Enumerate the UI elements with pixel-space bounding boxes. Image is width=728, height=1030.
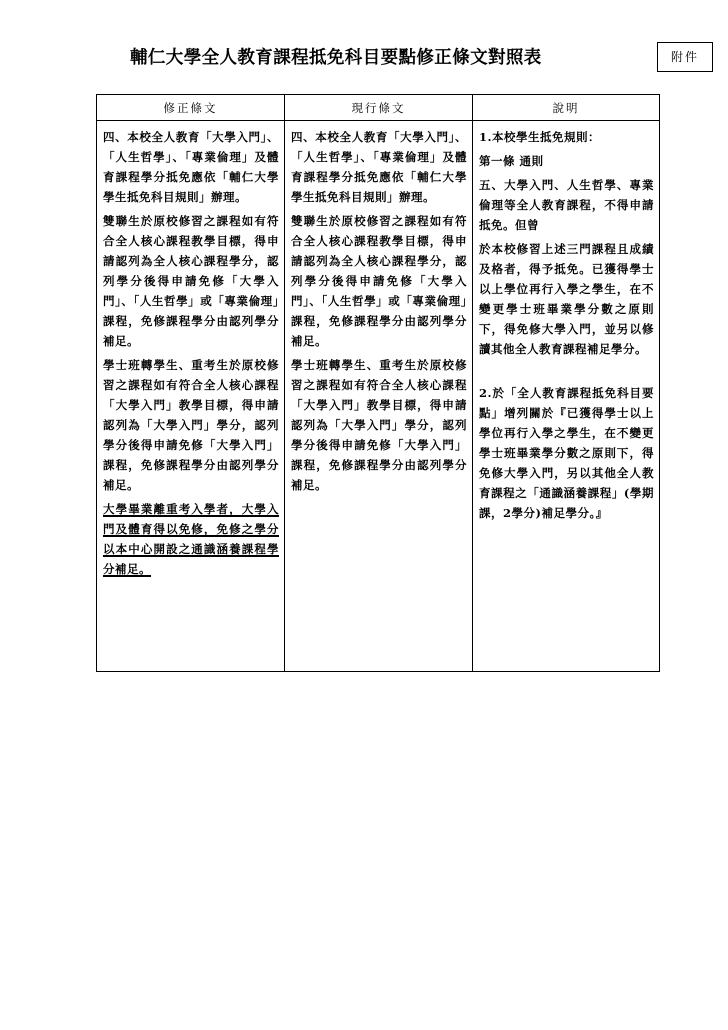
current-paragraph-1: 四、本校全人教育「大學入門」、「人生哲學」、「專業倫理」及體育課程學分抵免應依「輔仁大學學生抵免科目規則」辦理。: [291, 130, 467, 204]
comparison-table: [96, 94, 660, 672]
document-title: 輔仁大學全人教育課程抵免科目要點修正條文對照表: [130, 48, 542, 68]
current-paragraph-3: 學士班轉學生、重考生於原校修習之課程如有符合全人核心課程「大學入門」教學目標，得申請認列為「大學入門」學分，認列學分後得申請免修「大學入門」課程，免修課程學分由認列學分補足。: [291, 358, 467, 492]
note-paragraph-4: 於本校修習上述三門課程且成績及格者，得予抵免。已獲得學士以上學位再行入學之學生，在不變更學士班畢業學分數之原則下，得免修大學入門，並另以修讀其他全人教育課程補足學分。: [479, 242, 654, 356]
attachment-label: 附件: [657, 42, 713, 72]
amended-new-paragraph: 大學畢業離重考入學者，大學入門及體育得以免修，免修之學分以本中心開設之通識涵養課程學分補足。: [103, 502, 279, 576]
current-paragraph-2: 雙聯生於原校修習之課程如有符合全人核心課程教學目標，得申請認列為全人核心課程學分，認列學分後得申請免修「大學入門」、「人生哲學」或「專業倫理」課程，免修課程學分由認列學分補足。: [291, 214, 467, 348]
note-paragraph-3: 五、大學入門、人生哲學、專業倫理等全人教育課程，不得申請抵免。但曾: [479, 178, 654, 232]
note-paragraph-5: 2.於「全人教育課程抵免科目要點」增列關於『已獲得學士以上學位再行入學之學生，在不變更學士班畢業學分數之原則下，得免修大學入門，另以其他全人教育課程之「通識涵養課程」(學期課，2學分)補足學分。』: [479, 386, 654, 520]
note-paragraph-2: 第一條 通則: [479, 154, 544, 168]
note-paragraph-1: 1.本校學生抵免規則：: [479, 130, 601, 144]
header-current: 現行條文: [285, 95, 473, 121]
amended-paragraph-3: 學士班轉學生、重考生於原校修習之課程如有符合全人核心課程「大學入門」教學目標，得申請認列為「大學入門」學分，認列學分後得申請免修「大學入門」課程，免修課程學分由認列學分補足。: [103, 358, 279, 492]
current-cell: [285, 121, 473, 672]
table-row: [97, 121, 660, 672]
note-cell: [473, 121, 660, 672]
amended-paragraph-1: 四、本校全人教育「大學入門」、「人生哲學」、「專業倫理」及體育課程學分抵免應依「輔仁大學學生抵免科目規則」辦理。: [103, 130, 279, 204]
table-header-row: [97, 95, 660, 121]
header-note: 說明: [473, 95, 660, 121]
amended-cell: [97, 121, 285, 672]
header-amended: 修正條文: [97, 95, 285, 121]
amended-paragraph-2: 雙聯生於原校修習之課程如有符合全人核心課程教學目標，得申請認列為全人核心課程學分，認列學分後得申請免修「大學入門」、「人生哲學」或「專業倫理」課程，免修課程學分由認列學分補足。: [103, 214, 279, 348]
